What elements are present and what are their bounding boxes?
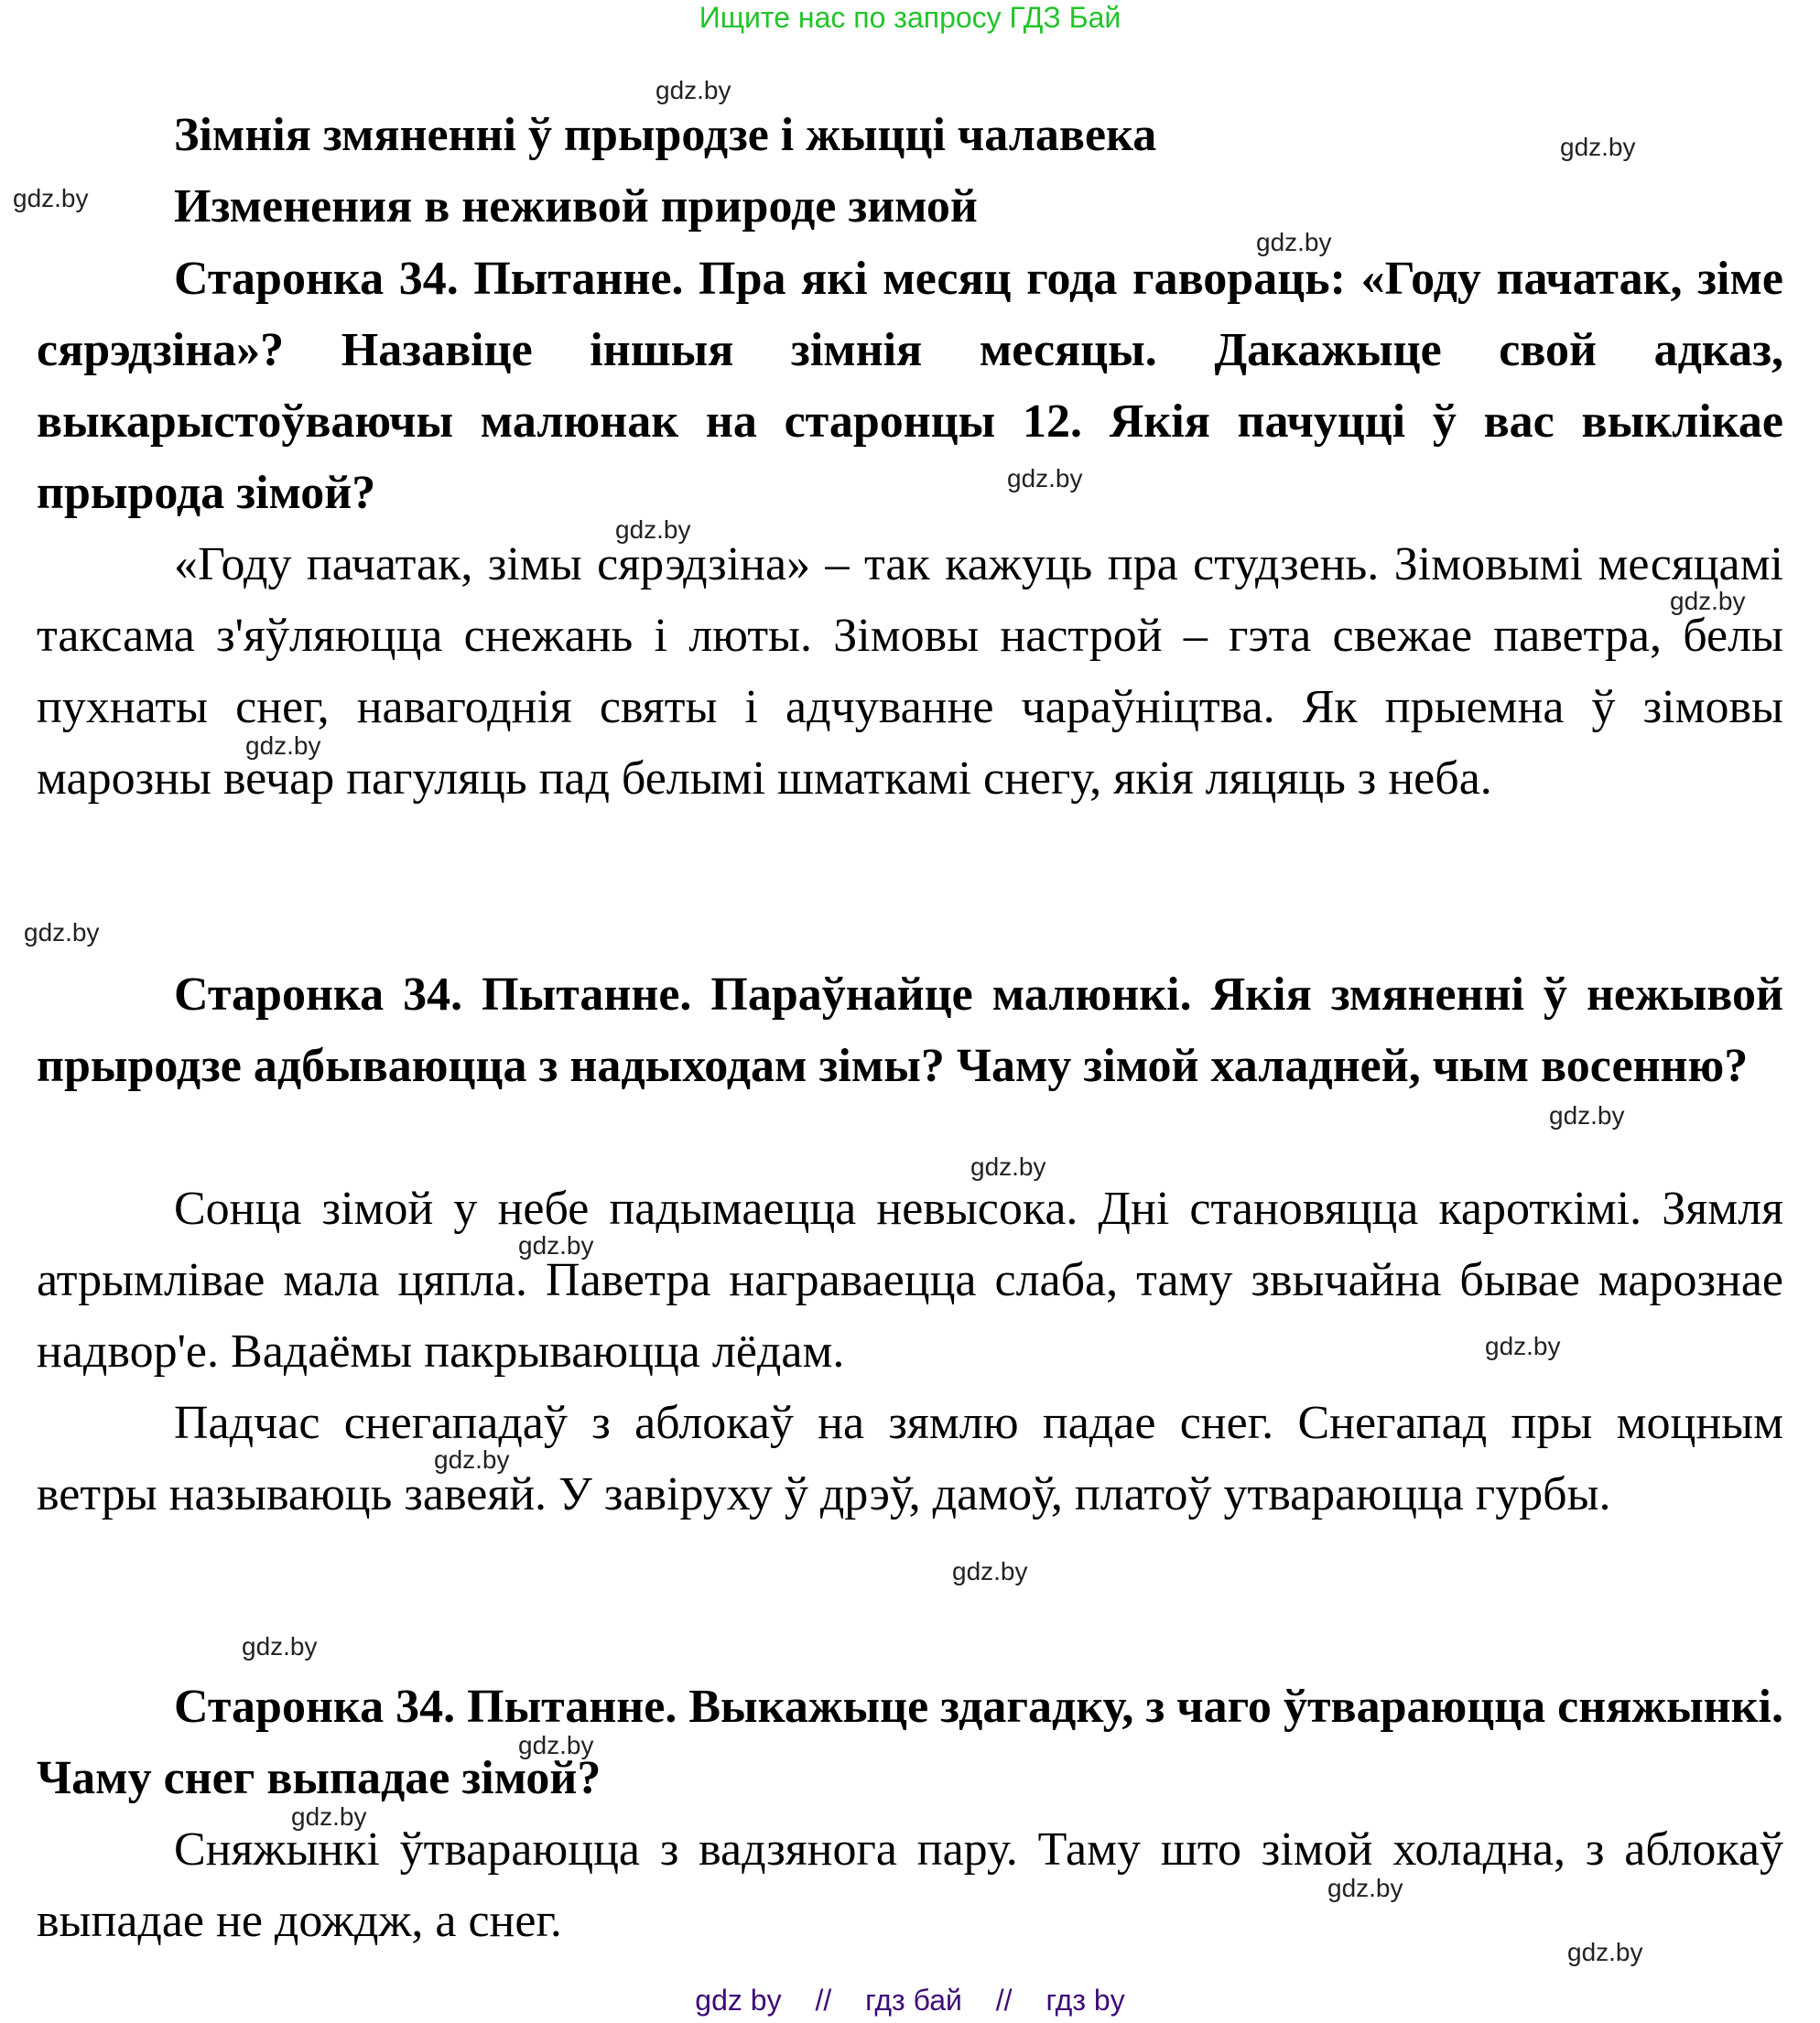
watermark: gdz.by (1327, 1874, 1403, 1902)
answer-1 (37, 529, 1783, 815)
watermark: gdz.by (1256, 228, 1332, 256)
watermark: gdz.by (245, 731, 321, 760)
footer-separator: // (995, 1984, 1013, 2017)
watermark: gdz.by (1485, 1332, 1561, 1360)
page-subtitle: Изменения в неживой природе зимой (174, 180, 978, 233)
watermark: gdz.by (1670, 587, 1746, 615)
footer-links (0, 1986, 1820, 2023)
watermark: gdz.by (242, 1632, 318, 1661)
question-2 (37, 959, 1783, 1102)
page-title: Зімнія змяненні ў прыродзе і жыцці чалавека (174, 109, 1157, 161)
question-1-text: Старонка 34. Пытанне. Пра які месяц года гавораць: «Году пачатак, зіме сярэдзіна»? Назавіце іншыя зімнія месяцы. Дакажыце свой адказ, выкарыстоўваючы малюнак на старонцы 12. Якія пачуцці ў вас выклікае прырода зімой? (37, 253, 1783, 519)
watermark: gdz.by (518, 1731, 594, 1759)
search-banner: Ищите нас по запросу ГДЗ Бай (699, 1, 1121, 34)
watermark: gdz.by (13, 184, 89, 212)
watermark: gdz.by (952, 1557, 1028, 1585)
answer-2-paragraph-2: Падчас снегападаў з аблокаў на зямлю падае снег. Снегапад пры моцным ветры называюць завеяй. У завіруху ў дрэў, дамоў, платоў утвараюцца гурбы. (37, 1397, 1783, 1520)
question-1 (37, 243, 1783, 529)
footer-link-gdz-by-cyr[interactable]: гдз by (1045, 1984, 1125, 2017)
answer-2-paragraph-1: Сонца зімой у небе падымаецца невысока. Дні становяцца кароткімі. Зямля атрымлівае мала цяпла. Паветра награваецца слаба, таму звычайна бывае марознае надвор'е. Вадаёмы пакрываюцца лёдам. (37, 1183, 1783, 1378)
watermark: gdz.by (291, 1802, 367, 1831)
footer-separator: // (815, 1984, 832, 2017)
watermark: gdz.by (615, 515, 691, 544)
question-3 (37, 1671, 1783, 1814)
watermark: gdz.by (970, 1152, 1046, 1181)
watermark: gdz.by (24, 918, 100, 947)
watermark: gdz.by (434, 1445, 510, 1474)
answer-3 (37, 1814, 1783, 1957)
question-3-text: Старонка 34. Пытанне. Выкажыце здагадку, з чаго ўтвараюцца сняжынкі. Чаму снег выпадае зімой? (37, 1681, 1783, 1804)
watermark: gdz.by (1007, 464, 1083, 492)
watermark: gdz.by (1567, 1938, 1643, 1966)
question-2-text: Старонка 34. Пытанне. Параўнайце малюнкі. Якія змяненні ў нежывой прыродзе адбываюцца з надыходам зімы? Чаму зімой халадней, чым восенню? (37, 968, 1783, 1092)
footer-link-gdz-by[interactable]: gdz by (695, 1984, 782, 2017)
answer-1-paragraph-1: «Году пачатак, зімы сярэдзіна» – так кажуць пра студзень. Зімовымі месяцамі таксама з'яўляюцца снежань і люты. Зімовы настрой – гэта свежае паветра, белы пухнаты снег, навагоднія святы і адчуванне чараўніцтва. Як прыемна ў зімовы марозны вечар пагуляць пад белымі шматкамі снегу, якія ляцяць з неба. (37, 538, 1783, 805)
watermark: gdz.by (518, 1231, 594, 1260)
answer-3-paragraph-1: Сняжынкі ўтвараюцца з вадзянога пару. Таму што зімой холадна, з аблокаў выпадае не дождж, а снег. (37, 1823, 1783, 1947)
footer-link-gdz-bai[interactable]: гдз бай (865, 1984, 962, 2017)
watermark: gdz.by (1560, 133, 1636, 161)
watermark: gdz.by (655, 76, 731, 104)
watermark: gdz.by (1549, 1101, 1625, 1130)
